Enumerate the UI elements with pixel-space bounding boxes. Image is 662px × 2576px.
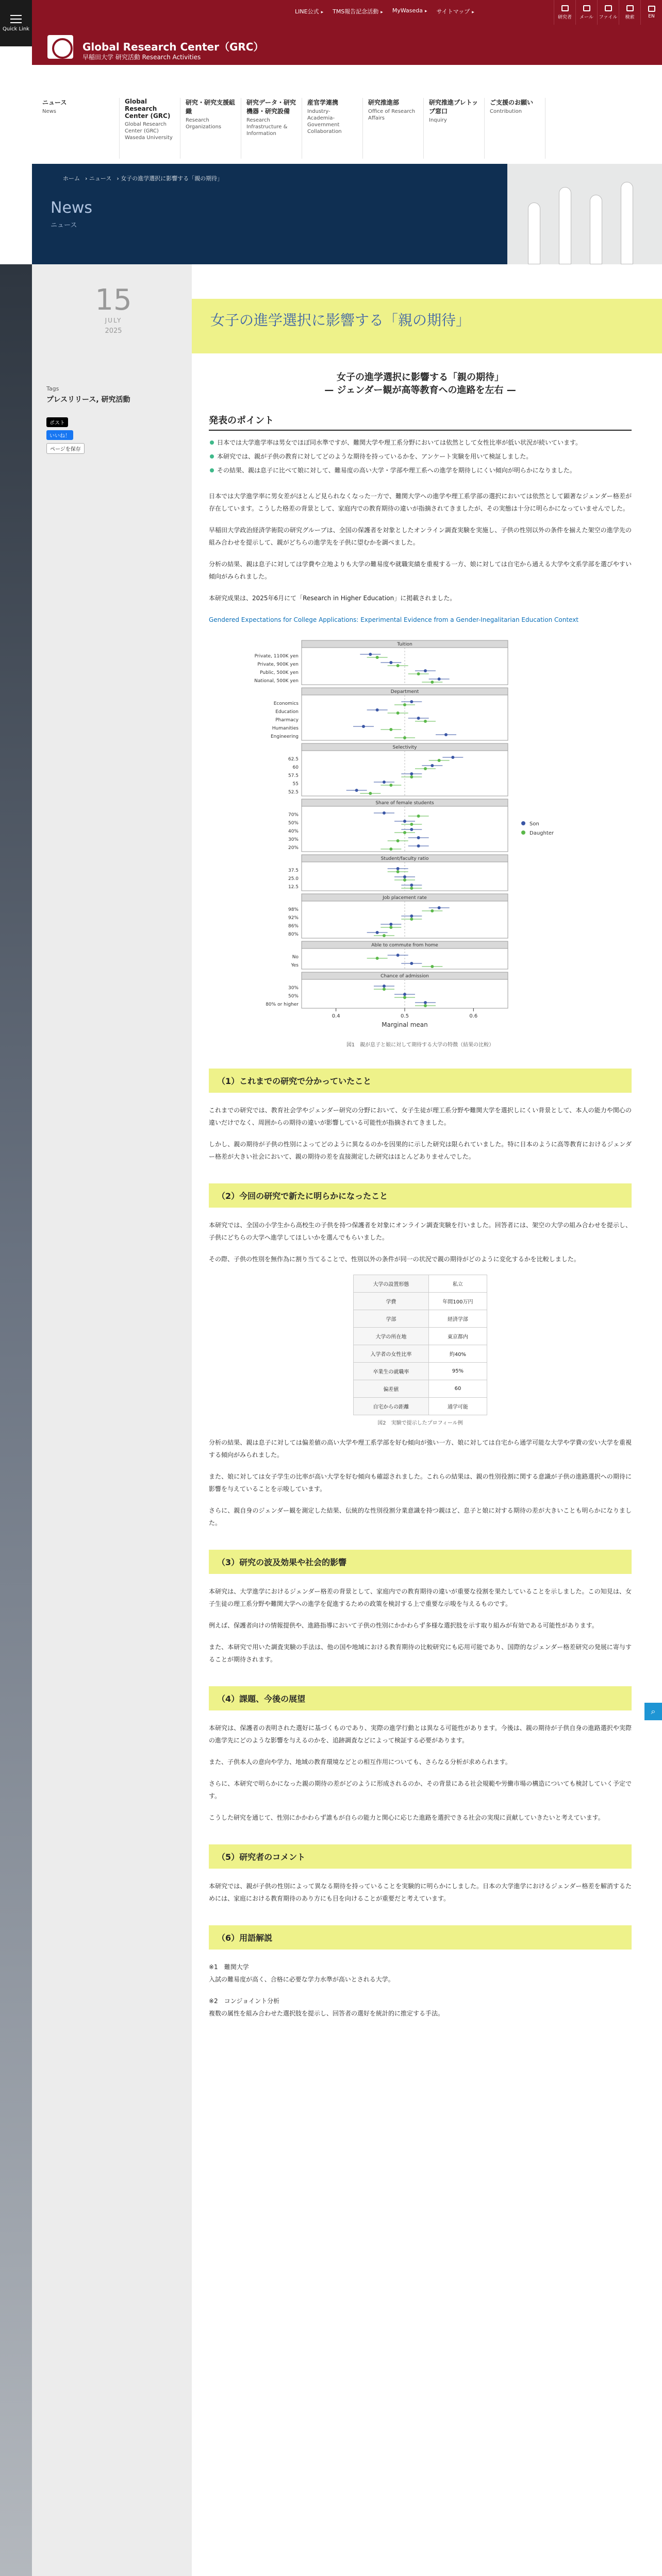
link-line[interactable]: LINE公式 ▸: [295, 7, 323, 15]
language-button[interactable]: [640, 0, 662, 25]
table-cell: 学費: [354, 1292, 429, 1310]
table-cell: 大学の設置形態: [354, 1275, 429, 1292]
search-icon: ⌕: [651, 1706, 656, 1716]
son-point: [389, 923, 392, 926]
breadcrumb-home[interactable]: ホーム: [63, 175, 80, 182]
facebook-like-button[interactable]: いいね！: [46, 430, 73, 440]
figure-1-chart: [209, 635, 632, 1036]
tick-label: 52.5: [288, 789, 299, 795]
quick-link-button[interactable]: [0, 0, 32, 46]
site-header: [32, 0, 662, 65]
legend-swatch-daughter: [521, 831, 525, 835]
tick-label: 25.0: [288, 876, 299, 882]
page-hero: [32, 164, 662, 264]
tick-label: Private, 1100K yen: [254, 653, 299, 659]
tick-label: 37.5: [288, 868, 299, 873]
point-item: 日本では大学進学率は男女でほぼ同水準ですが、難関大学や理工系分野においては依然として女性比率が低い状況が続いています。: [209, 437, 632, 449]
table-cell: 自宅からの距離: [354, 1397, 429, 1415]
tick-label: Economics: [273, 701, 299, 706]
nav-contribution[interactable]: [485, 98, 545, 159]
researcher-label: 研究者: [557, 14, 572, 20]
paragraph: 分析の結果、親は息子に対しては学費や立地よりも大学の難易度や就職実績を重視する一方、娘に対しては自宅から通える大学や文系学部を選びやすい傾向がみられました。: [209, 560, 632, 580]
facet-label: Chance of admission: [380, 973, 429, 979]
x-tick-label: 0.6: [469, 1013, 478, 1019]
daughter-point: [403, 831, 406, 834]
table-cell: 約40%: [428, 1345, 487, 1362]
tags-label: Tags: [46, 385, 59, 392]
son-point: [410, 962, 413, 965]
nav-sublabel: Research Infrastructure & Information: [246, 117, 288, 137]
tick-label: 30%: [288, 985, 299, 991]
table-cell: 私立: [428, 1275, 487, 1292]
son-point: [369, 653, 372, 656]
daughter-point: [431, 909, 434, 912]
table-cell: 通学可能: [428, 1397, 487, 1415]
global-nav: [32, 98, 662, 159]
x-axis-label: Marginal mean: [382, 1021, 428, 1028]
daughter-point: [438, 759, 441, 762]
tick-label: 30%: [288, 837, 299, 842]
search-icon: [626, 5, 634, 11]
daughter-point: [376, 656, 379, 659]
menu-icon: [10, 15, 22, 23]
paragraph: これまでの研究では、教育社会学やジェンダー研究の分野において、女子生徒が理工系分野や難関大学を選択しにくい背景として、本人の能力や関心の違いだけでなく、周囲からの期待の違いが影響している可能性が指摘されてきました。: [209, 1106, 632, 1126]
nav-inquiry[interactable]: [424, 98, 485, 159]
legend-swatch-son: [521, 821, 525, 825]
tick-label: 40%: [288, 828, 299, 834]
table-cell: 入学者の女性比率: [354, 1345, 429, 1362]
section-heading: （6）用語解説: [209, 1925, 632, 1950]
date-month: JULY: [105, 317, 122, 324]
tick-label: 50%: [288, 993, 299, 999]
daughter-point: [431, 681, 434, 684]
daughter-point: [431, 965, 434, 968]
mail-icon: [583, 5, 590, 11]
point-item: その結果、親は息子に比べて娘に対して、難易度の高い大学・学部や理工系への進学を期待しにくい傾向が明らかになりました。: [209, 465, 632, 477]
daughter-point: [424, 767, 427, 770]
son-point: [417, 717, 420, 720]
son-point: [396, 954, 400, 957]
tick-label: 80%: [288, 931, 299, 937]
nav-label: 研究推進プレトップ窓口: [429, 99, 478, 115]
tick-label: 86%: [288, 923, 299, 929]
daughter-point: [410, 918, 413, 921]
utility-links: [295, 7, 474, 15]
tick-label: 70%: [288, 812, 299, 818]
search-label: 検索: [625, 14, 635, 20]
date-day: 15: [95, 283, 132, 317]
facet-label: Selectivity: [392, 744, 417, 750]
daughter-point: [383, 988, 386, 991]
table-row: [354, 1397, 487, 1415]
mail-button[interactable]: [575, 0, 597, 25]
daughter-point: [410, 823, 413, 826]
daughter-point: [424, 1004, 427, 1007]
hero-illustration: [507, 164, 662, 264]
x-post-button[interactable]: ポスト: [46, 417, 68, 427]
breadcrumb-current: 女子の進学選択に影響する「親の期待」: [121, 175, 223, 182]
son-point: [376, 708, 379, 711]
paragraph: 本研究では、全国の小学生から高校生の子供を持つ保護者を対象にオンライン調査実験を行いました。回答者には、架空の大学の組み合わせを提示し、子供にどちらの大学へ進学してほしいかを選んでもらいました。: [209, 1221, 632, 1241]
brand-title[interactable]: Global Research Center（GRC）: [82, 41, 264, 53]
son-point: [355, 789, 358, 792]
son-point: [376, 931, 379, 934]
daughter-point: [396, 664, 400, 667]
table-cell: 学部: [354, 1310, 429, 1327]
section-heading: （1）これまでの研究で分かっていたこと: [209, 1069, 632, 1093]
tick-label: Engineering: [271, 734, 299, 739]
paragraph: さらに、親自身のジェンダー観を測定した結果、伝統的な性別役割分業意識を持つ親ほど、息子と娘に対する期待の差が大きいことも明らかになりました。: [209, 1506, 632, 1527]
tick-label: 55: [292, 781, 299, 787]
paragraph: 本研究では、親が子供の性別によって異なる期待を持っていることを実験的に明らかにしました。日本の大学進学におけるジェンダー格差を解消するためには、家庭における教育期待のあり方にも目を向けることが重要だと考えています。: [209, 1882, 632, 1902]
figure-1-caption: 図1 親が息子と娘に対して期待する大学の特徴（結果の比較）: [346, 1042, 494, 1048]
daughter-point: [396, 711, 400, 715]
son-point: [444, 733, 448, 736]
paragraph: 本研究は、保護者の表明された選好に基づくものであり、実際の進学行動とは異なる可能性があります。今後は、親の期待が子供自身の進路選択や実際の進学先にどのような影響を与えるのかを、追跡調査などによって検証する必要があります。: [209, 1724, 632, 1744]
son-point: [403, 993, 406, 996]
nav-news[interactable]: [42, 98, 120, 159]
nav-sublabel: Global Research Center (GRC) Waseda University: [125, 122, 173, 141]
tick-label: 92%: [288, 915, 299, 921]
tick-label: 20%: [288, 845, 299, 851]
facet-label: Job placement rate: [383, 895, 427, 901]
article-title: 女子の進学選択に影響する「親の期待」 — ジェンダー観が高等教育への進路を左右 —: [324, 372, 516, 396]
table-cell: 年間100万円: [428, 1292, 487, 1310]
tick-label: Yes: [291, 962, 299, 968]
daughter-point: [424, 720, 427, 723]
person-icon: [561, 5, 569, 11]
table-cell: 経済学部: [428, 1310, 487, 1327]
nav-label: 産官学連携: [307, 99, 339, 106]
daughter-point: [396, 839, 400, 842]
article-headline: 女子の進学選択に影響する「親の期待」: [192, 299, 662, 353]
daughter-point: [410, 887, 413, 890]
son-point: [383, 985, 386, 988]
son-point: [410, 828, 413, 831]
paragraph: 本研究成果は、2025年6月にて「Research in Higher Education」に掲載されました。: [209, 594, 456, 602]
son-point: [410, 914, 413, 918]
search-button[interactable]: [619, 0, 640, 25]
daughter-point: [376, 957, 379, 960]
son-point: [410, 884, 413, 887]
nav-sublabel: News: [42, 109, 57, 114]
son-point: [389, 661, 392, 664]
nav-label: 研究・研究支援組織: [186, 99, 236, 115]
facet-label: Able to commute from home: [371, 942, 438, 948]
daughter-point: [389, 848, 392, 851]
tick-label: 57.5: [288, 773, 299, 778]
son-point: [438, 677, 441, 681]
paper-link[interactable]: Gendered Expectations for College Applications: Experimental Evidence from a Gender-Inegalitarian Education Context: [209, 616, 578, 623]
son-point: [403, 875, 406, 878]
table-cell: 偏差値: [354, 1380, 429, 1397]
quick-link-label: Quick Link: [3, 26, 29, 32]
tick-label: Education: [275, 709, 299, 715]
daughter-point: [396, 870, 400, 873]
legend-label: Daughter: [529, 830, 554, 836]
section-heading: （3）研究の波及効果や社会的影響: [209, 1550, 632, 1574]
language-label: EN: [648, 14, 655, 19]
tick-label: 80% or higher: [266, 1002, 299, 1007]
daughter-point: [403, 703, 406, 706]
section-heading: （2）今回の研究で新たに明らかになったこと: [209, 1183, 632, 1208]
paragraph: また、娘に対しては女子学生の比率が高い大学を好む傾向も確認されました。これらの結果は、親の性別役割に関する意識が子供の進路選択への期待に影響を与えていることを示唆しています。: [209, 1472, 632, 1493]
nav-research-infra[interactable]: [241, 98, 302, 159]
table-row: [354, 1380, 487, 1397]
points-heading: 発表のポイント: [209, 413, 632, 431]
daughter-point: [389, 926, 392, 929]
son-point: [362, 725, 365, 728]
daughter-point: [403, 996, 406, 999]
son-point: [438, 906, 441, 909]
paragraph: また、本研究で用いた調査実験の手法は、他の国や地域における教育期待の比較研究にも応用可能であり、国際的なジェンダー格差研究の発展に寄与することが期待されます。: [209, 1643, 632, 1663]
daughter-point: [403, 878, 406, 882]
globe-icon: [648, 6, 655, 12]
nav-grc[interactable]: [120, 98, 180, 159]
waseda-logo[interactable]: [47, 35, 73, 59]
table-cell: 卒業生の就職率: [354, 1362, 429, 1380]
file-icon: [605, 5, 612, 11]
son-point: [383, 781, 386, 784]
legend-label: Son: [529, 821, 539, 827]
table-row: [354, 1275, 487, 1292]
link-mywaseda[interactable]: MyWaseda ▸: [392, 7, 427, 15]
nav-collaboration[interactable]: [302, 98, 363, 159]
date-year: 2025: [105, 327, 122, 335]
son-point: [410, 700, 413, 703]
tick-label: National, 500K yen: [254, 678, 299, 684]
son-point: [403, 820, 406, 823]
table-cell: 95%: [428, 1362, 487, 1380]
chart-svg: [209, 635, 632, 1034]
researcher-button[interactable]: [554, 0, 575, 25]
nav-sublabel: Industry-Academia-Government Collaboration: [307, 109, 342, 134]
file-label: ファイル: [599, 14, 618, 20]
daughter-point: [403, 736, 406, 739]
paragraph: 分析の結果、親は息子に対しては偏差値の高い大学や理工系学部を好む傾向が強い一方、娘に対しては自宅から通学可能な大学や学費の安い大学を重視する傾向がみられました。: [209, 1438, 632, 1459]
bookmark-button[interactable]: ページを保存: [46, 443, 85, 454]
facet-label: Student/faculty ratio: [380, 856, 429, 861]
share-buttons: [46, 417, 85, 454]
tags-value[interactable]: プレスリリース, 研究活動: [46, 396, 130, 404]
tick-label: 50%: [288, 820, 299, 826]
nav-sublabel: Office of Research Affairs: [368, 109, 416, 121]
table-row: [354, 1345, 487, 1362]
floating-search-button[interactable]: [644, 1703, 662, 1720]
table-row: [354, 1327, 487, 1345]
post-date: [72, 283, 155, 335]
link-tms[interactable]: TMS報告記念活動 ▸: [333, 7, 383, 15]
figure-2-caption: 図2 実験で提示したプロフィール例: [377, 1420, 463, 1426]
son-point: [417, 844, 420, 848]
nav-label: 研究推進部: [368, 99, 400, 106]
section-heading: （5）研究者のコメント: [209, 1844, 632, 1869]
nav-sublabel: Contribution: [490, 109, 522, 114]
paragraph: しかし、親の期待が子供の性別によってどのように異なるのかを因果的に示した研究は限られていました。特に日本のように高等教育におけるジェンダー格差が大きい社会において、親の期待の差を直接測定した研究はほとんどありませんでした。: [209, 1140, 632, 1160]
tick-label: 98%: [288, 907, 299, 912]
points-list: [209, 437, 632, 476]
mail-label: メール: [580, 14, 593, 20]
brand-subtitle: 早稲田大学 研究活動 Research Activities: [82, 54, 201, 61]
breadcrumb: ホーム › ニュース › 女子の進学選択に影響する「親の期待」: [63, 175, 223, 182]
daughter-point: [417, 815, 420, 818]
tick-label: Pharmacy: [275, 717, 299, 723]
breadcrumb-news[interactable]: ニュース: [89, 175, 112, 182]
paragraph: 本研究は、大学進学におけるジェンダー格差の背景として、家庭内での教育期待の違いが重要な役割を果たしていることを示しました。この知見は、女子生徒の理工系分野や難関大学への進学を促進するための政策を検討する上で重要な示唆を与えるものです。: [209, 1587, 632, 1607]
header-icon-bar: [554, 0, 662, 25]
son-point: [396, 867, 400, 870]
paragraph: 早稲田大学政治経済学術院の研究グループは、全国の保護者を対象としたオンライン調査実験を実施し、子供の性別以外の条件を揃えた架空の進学先の組み合わせを提示して、親がどちらの進学先を子供に望むかを調べました。: [209, 526, 632, 546]
table-row: [354, 1310, 487, 1327]
paragraph: 日本では大学進学率に男女差がほとんど見られなくなった一方で、難関大学への進学や理工系学部の選択においては依然として顕著なジェンダー格差が存在しています。こうした格差の背景として、家庭内での教育期待の違いが指摘されてきましたが、その実態は十分に明らかになっていませんでした。: [209, 492, 632, 512]
paragraph: その際、子供の性別を無作為に割り当てることで、性別以外の条件が同一の状況で親の期待がどのように変化するかを比較しました。: [209, 1255, 580, 1263]
daughter-point: [389, 728, 392, 731]
tick-label: 62.5: [288, 756, 299, 762]
son-point: [431, 764, 434, 767]
son-point: [451, 756, 454, 759]
point-item: 本研究では、親が子供の教育に対してどのような期待を持っているかを、アンケート実験を用いて検証しました。: [209, 451, 632, 463]
tick-label: Public, 500K yen: [260, 670, 299, 675]
table-cell: 60: [428, 1380, 487, 1397]
nav-research-orgs[interactable]: [180, 98, 241, 159]
son-point: [410, 772, 413, 775]
daughter-point: [383, 934, 386, 937]
son-point: [417, 836, 420, 839]
son-point: [424, 669, 427, 672]
facet-label: Tuition: [397, 641, 412, 647]
tick-label: Humanities: [272, 725, 299, 731]
nav-label: Global Research Center (GRC): [125, 98, 171, 120]
nav-research-affairs[interactable]: [363, 98, 424, 159]
tick-label: No: [292, 954, 299, 960]
nav-sublabel: Research Organizations: [186, 117, 222, 130]
paragraph: さらに、本研究で明らかになった親の期待の差がどのように形成されるのか、その背景にある社会規範や労働市場の構造についても検討していく予定です。: [209, 1780, 632, 1800]
daughter-point: [410, 775, 413, 778]
table-row: [354, 1292, 487, 1310]
daughter-point: [389, 784, 392, 787]
article-body: [209, 371, 632, 2029]
tags: [46, 385, 130, 404]
section-heading: （4）課題、今後の展望: [209, 1686, 632, 1710]
glossary-item: ※1 難関大学 入試の難易度が高く、合格に必要な学力水準が高いとされる大学。: [209, 1963, 394, 1983]
x-tick-label: 0.4: [332, 1013, 340, 1019]
paragraph: また、子供本人の意向や学力、地域の教育環境などとの相互作用についても、さらなる分析が求められます。: [209, 1758, 511, 1766]
table-row: [354, 1362, 487, 1380]
tick-label: 60: [292, 765, 299, 770]
tick-label: 12.5: [288, 884, 299, 890]
facet-label: Share of female students: [375, 800, 434, 806]
link-sitemap[interactable]: サイトマップ ▸: [437, 7, 474, 15]
file-button[interactable]: [597, 0, 619, 25]
tick-label: Private, 900K yen: [257, 662, 299, 667]
paragraph: こうした研究を通じて、性別にかかわらず誰もが自らの能力と関心に応じた進路を選択できる社会の実現に貢献していきたいと考えています。: [209, 1814, 604, 1821]
nav-label: ご支援のお願い: [490, 99, 534, 106]
hero-subtitle: ニュース: [51, 222, 77, 229]
nav-label: 研究データ・研究機器・研究設備: [246, 99, 296, 115]
daughter-point: [369, 792, 372, 795]
daughter-point: [417, 672, 420, 675]
left-column: [32, 264, 192, 2576]
table-cell: 東京都内: [428, 1327, 487, 1345]
nav-label: ニュース: [42, 99, 67, 106]
hero-title: News: [51, 199, 93, 217]
profile-table: [353, 1275, 487, 1415]
x-tick-label: 0.5: [401, 1013, 409, 1019]
glossary-item: ※2 コンジョイント分析 複数の属性を組み合わせた選択肢を提示し、回答者の選好を統計的に推定する手法。: [209, 1997, 444, 2017]
paragraph: 例えば、保護者向けの情報提供や、進路指導において子供の性別にかかわらず多様な選択肢を示す取り組みが有効である可能性があります。: [209, 1621, 598, 1629]
table-cell: 大学の所在地: [354, 1327, 429, 1345]
son-point: [383, 811, 386, 815]
nav-sublabel: Inquiry: [429, 117, 447, 123]
facet-label: Department: [390, 689, 419, 694]
son-point: [424, 1001, 427, 1004]
